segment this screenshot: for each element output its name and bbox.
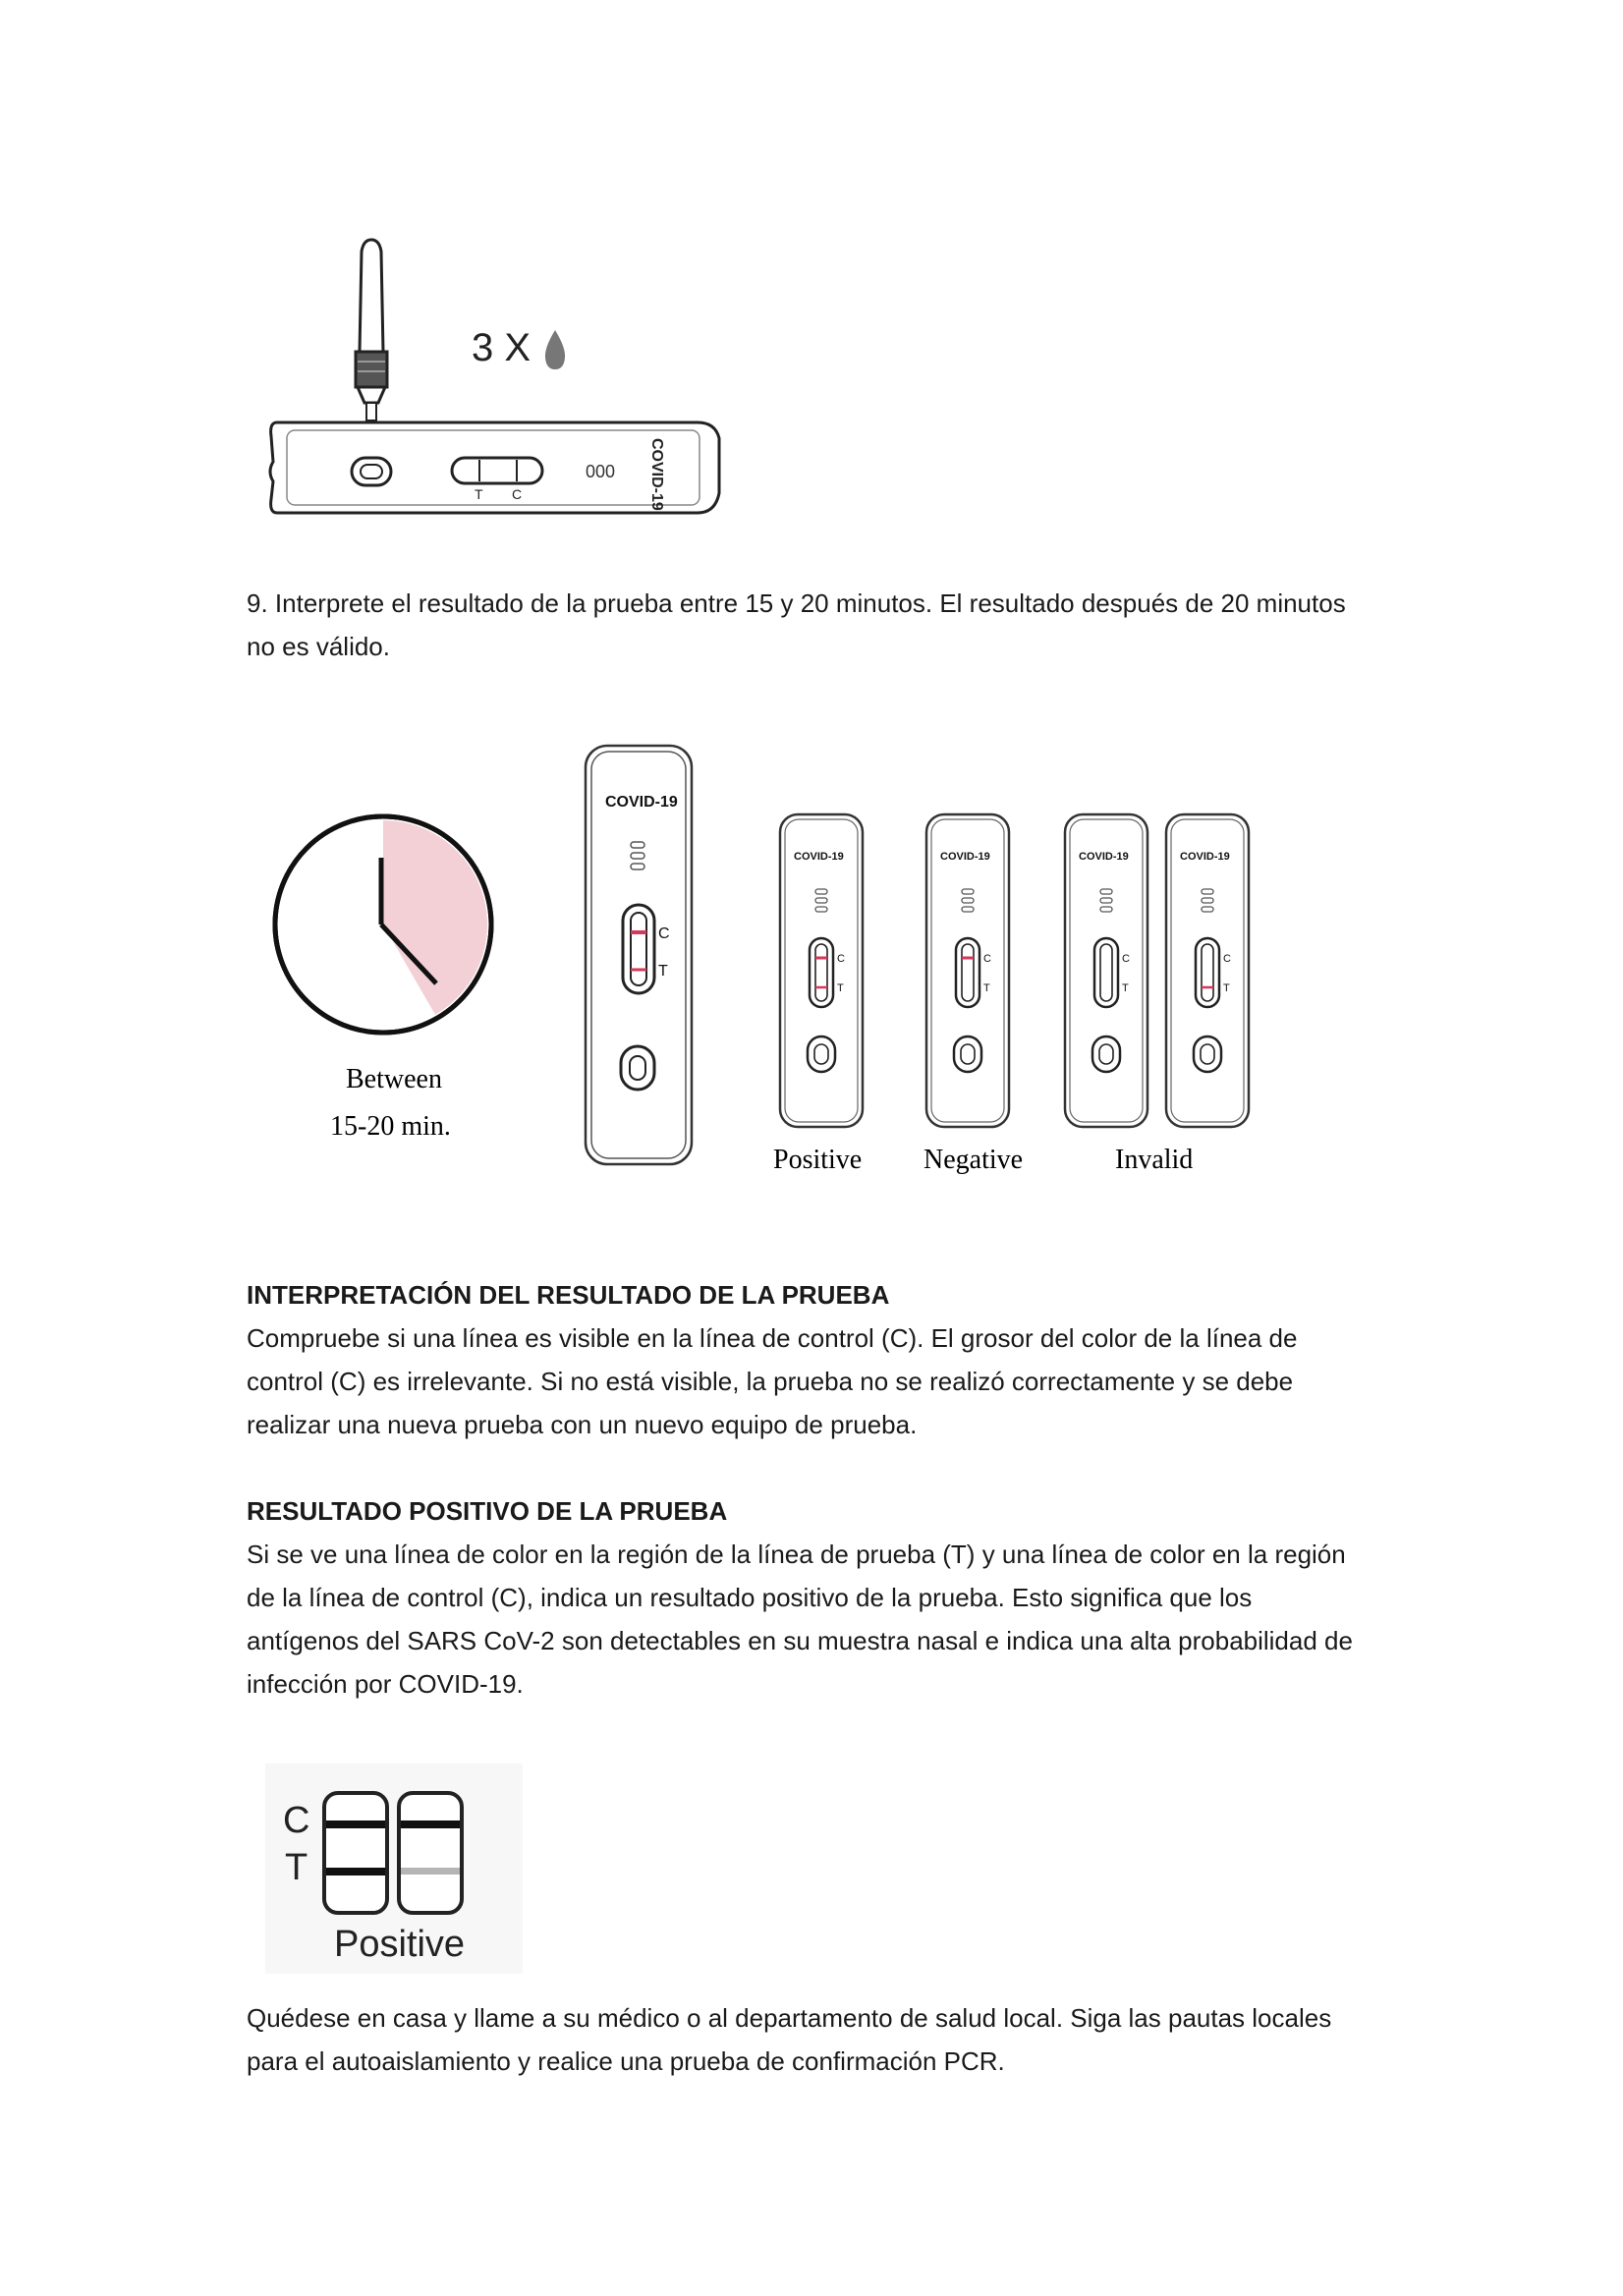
cassette-label-c: C (1223, 953, 1231, 965)
cassette-large-label-t: T (658, 963, 668, 980)
cassette-label-c: C (512, 486, 523, 502)
cassette-label-c: C (983, 953, 991, 965)
interpretation-line: realizar una nueva prueba con un nuevo equipo de prueba. (247, 1410, 918, 1439)
positive-result-line: infección por COVID-19. (247, 1669, 524, 1699)
cassette-invalid-1 (1065, 814, 1147, 1127)
cassette-label-t: T (1223, 982, 1230, 994)
cassette-horizontal (270, 422, 719, 513)
cassette-label-t: T (475, 486, 483, 502)
strip-left (324, 1793, 387, 1913)
drop-count-text: 3 X (472, 326, 532, 369)
cassette-label-c: C (837, 953, 845, 965)
interpretation-line: Compruebe si una línea es visible en la línea de control (C). El grosor del color de la línea de (247, 1323, 1298, 1353)
drop-icon (545, 330, 565, 369)
interpretation-title: INTERPRETACIÓN DEL RESULTADO DE LA PRUEBA (247, 1280, 890, 1310)
cassette-brand: COVID-19 (794, 851, 844, 863)
interpretation-section (247, 1273, 1396, 1446)
advice-line: para el autoaislamiento y realice una prueba de confirmación PCR. (247, 2046, 1005, 2076)
cassette-label-t: T (1122, 982, 1129, 994)
small-cassettes (780, 814, 1249, 1127)
result-label-positive: Positive (773, 1145, 863, 1175)
step9-line: no es válido. (247, 632, 390, 661)
cassette-large-label-c: C (658, 925, 670, 942)
dropper-cassette-figure (265, 236, 737, 521)
positive-strips-figure (265, 1764, 531, 1980)
cassette-brand: COVID-19 (1180, 851, 1230, 863)
timer-label-line1: Between (346, 1064, 442, 1094)
cassette-label-c: C (1122, 953, 1130, 965)
step9-paragraph (247, 582, 1396, 668)
cassette-dots: 000 (586, 462, 616, 481)
cassette-brand: COVID-19 (648, 438, 665, 511)
cassette-label-t: T (983, 982, 990, 994)
strip-label-t: T (285, 1847, 308, 1888)
cassette-brand: COVID-19 (1079, 851, 1129, 863)
cassette-positive (780, 814, 863, 1127)
advice-paragraph (247, 1996, 1396, 2083)
positive-result-line: antígenos del SARS CoV-2 son detectables en su muestra nasal e indica una alta probabilidad de (247, 1626, 1353, 1655)
strip-right (399, 1793, 462, 1913)
step9-line: 9. Interprete el resultado de la prueba entre 15 y 20 minutos. El resultado después de 20 minutos (247, 588, 1346, 618)
cassette-label-t: T (837, 982, 844, 994)
cassette-large-brand: COVID-19 (605, 794, 678, 811)
result-interpretation-figure (265, 742, 1258, 1194)
positive-result-line: Si se ve una línea de color en la región de la línea de prueba (T) y una línea de color en la región (247, 1540, 1346, 1569)
result-label-invalid: Invalid (1115, 1145, 1194, 1175)
cassette-brand: COVID-19 (940, 851, 990, 863)
positive-result-line: de la línea de control (C), indica un resultado positivo de la prueba. Esto significa que los (247, 1583, 1253, 1612)
advice-line: Quédese en casa y llame a su médico o al departamento de salud local. Siga las pautas locales (247, 2003, 1332, 2033)
strip-label-c: C (283, 1800, 310, 1841)
interpretation-line: control (C) es irrelevante. Si no está visible, la prueba no se realizó correctamente y se debe (247, 1367, 1294, 1396)
result-label-negative: Negative (923, 1145, 1024, 1175)
cassette-invalid-2 (1166, 814, 1249, 1127)
positive-result-title: RESULTADO POSITIVO DE LA PRUEBA (247, 1496, 728, 1526)
timer-clock-icon (275, 816, 491, 1033)
timer-label-line2: 15-20 min. (330, 1111, 451, 1142)
strip-caption: Positive (334, 1924, 466, 1965)
cassette-negative (926, 814, 1009, 1127)
positive-result-section (247, 1489, 1396, 1706)
cassette-large (586, 746, 692, 1164)
